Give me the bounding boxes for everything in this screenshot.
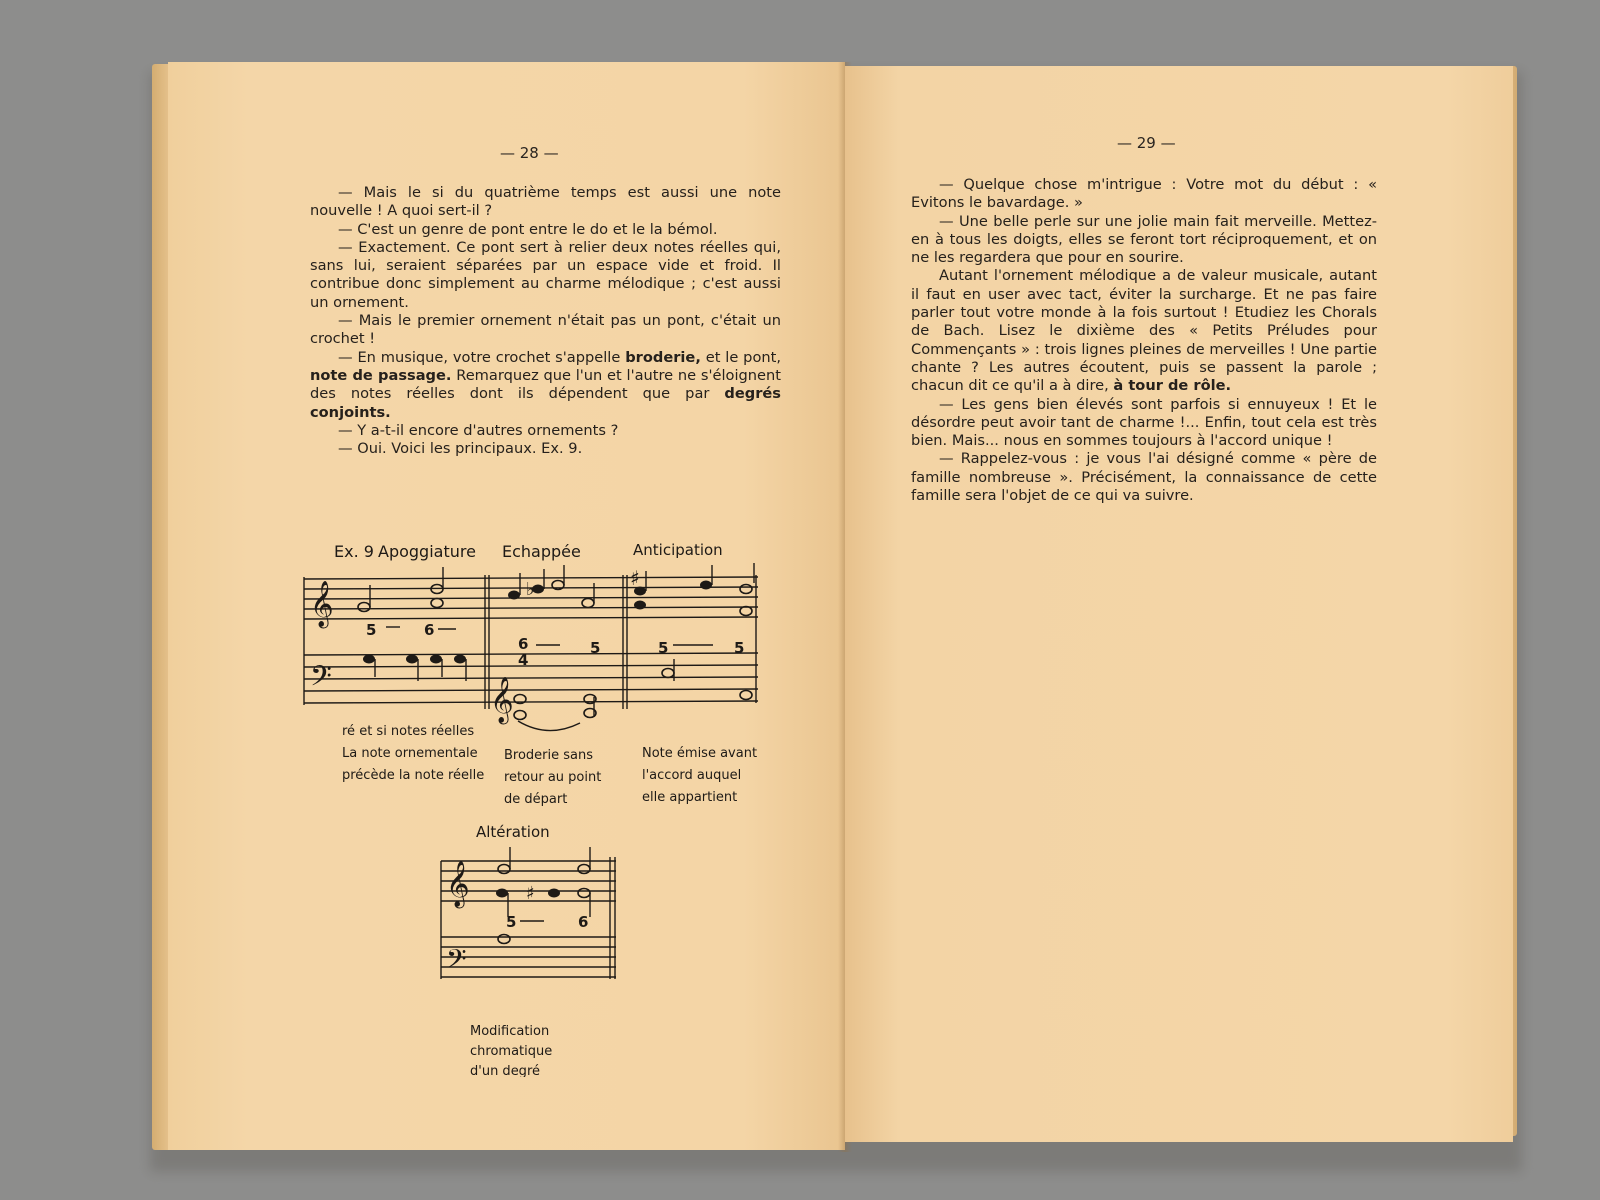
flat-icon: ♭ xyxy=(526,579,535,600)
bass-clef-icon: 𝄢 xyxy=(446,943,467,981)
figure: 6 xyxy=(578,913,589,931)
figure: 6 xyxy=(518,635,529,653)
text-run: Autant l'ornement mélodique a de valeur musicale, autant il faut en user avec tact, éviter la surcharge. Et ne pas faire parler tout votre monde à la fois surtout ! Etudiez les Chorals de Bach. Lisez le dixième des « Petits Préludes pour Commençants » : trois lignes pleines de merveilles ! Une partie chante ? Les autres écoutent, puis se passent la parole ; chacun dit ce qu'il a à dire, xyxy=(911,267,1377,395)
paragraph: — Rappelez-vous : je vous l'ai désigné comme « père de famille nombreuse ». Précisément, la connaissance de cette famille sera l'objet de ce qui va suivre. xyxy=(911,450,1377,505)
caption: retour au point xyxy=(504,770,602,785)
page-number-29: — 29 — xyxy=(1117,134,1176,152)
caption: l'accord auquel xyxy=(642,768,742,783)
figure: 5 xyxy=(366,621,377,639)
caption: chromatique xyxy=(470,1044,553,1059)
caption: précède la note réelle xyxy=(342,768,485,783)
caption: ré et si notes réelles xyxy=(342,724,475,739)
paragraph: — Oui. Voici les principaux. Ex. 9. xyxy=(338,440,583,458)
example-label: Ex. 9 xyxy=(334,542,374,561)
sharp-icon: ♯ xyxy=(630,566,640,590)
label-anticipation: Anticipation xyxy=(633,541,723,559)
caption: de départ xyxy=(504,792,568,807)
paragraph xyxy=(310,349,781,422)
label-alteration: Altération xyxy=(476,823,550,841)
paragraph: — Les gens bien élevés sont parfois si ennuyeux ! Et le désordre peut avoir tant de charme !... Enfin, tout cela est très bien. Mais... nous en sommes toujours à l'accord unique ! xyxy=(911,395,1377,450)
bold-term: broderie, xyxy=(625,348,701,366)
figure: 6 xyxy=(424,621,435,639)
caption: Broderie sans xyxy=(504,748,594,763)
left-page-text xyxy=(310,184,781,458)
text-run: — En musique, votre crochet s'appelle xyxy=(338,348,626,366)
paragraph: — Y a-t-il encore d'autres ornements ? xyxy=(338,421,619,439)
treble-clef-icon: 𝄞 xyxy=(446,861,470,907)
music-example-alteration xyxy=(436,817,636,1077)
paragraph: — Mais le si du quatrième temps est aussi une note nouvelle ! A quoi sert-il ? xyxy=(310,184,781,220)
paragraph: — Mais le premier ornement n'était pas un pont, c'était un crochet ! xyxy=(310,312,781,348)
treble-clef-icon: 𝄞 xyxy=(310,581,334,627)
paragraph: — Quelque chose m'intrigue : Votre mot du début : « Evitons le bavardage. » xyxy=(911,176,1377,212)
music-example-9 xyxy=(298,477,818,817)
bold-term: à tour de rôle. xyxy=(1113,377,1232,395)
paragraph: — Exactement. Ce pont sert à relier deux notes réelles qui, sans lui, seraient séparées par un espace vide et froid. Il contribue donc simplement au charme mélodique ; c'est aussi un ornement. xyxy=(310,238,781,311)
page-number-28: — 28 — xyxy=(500,144,559,162)
paragraph xyxy=(911,267,1377,395)
caption: elle appartient xyxy=(642,790,738,805)
figure: 4 xyxy=(518,651,529,669)
text-run: et le pont, xyxy=(700,348,781,366)
treble-clef-icon: 𝄞 xyxy=(490,677,514,723)
label-echappee: Echappée xyxy=(502,542,581,561)
text-run: Remarquez que l'un et l'autre ne s'éloignent des notes réelles dont ils dépendent que par xyxy=(310,366,781,403)
caption: Note émise avant xyxy=(642,746,758,761)
figure: 5 xyxy=(658,639,669,657)
figure: 5 xyxy=(590,639,601,657)
right-page xyxy=(845,66,1513,1142)
left-page xyxy=(168,62,845,1150)
paragraph: — Une belle perle sur une jolie main fait merveille. Mettez-en à tous les doigts, elles se feront tort réciproquement, et on ne les regardera que pour en sourire. xyxy=(911,212,1377,267)
bold-term: note de passage. xyxy=(310,366,452,384)
caption: d'un degré xyxy=(470,1064,540,1077)
bass-clef-icon: 𝄢 xyxy=(310,660,332,700)
bold-term: degrés conjoints. xyxy=(310,385,781,421)
figure: 5 xyxy=(734,639,745,657)
sharp-icon: ♯ xyxy=(526,883,535,904)
caption: Modification xyxy=(470,1024,550,1039)
paragraph: — C'est un genre de pont entre le do et le la bémol. xyxy=(338,220,718,238)
caption: La note ornementale xyxy=(342,746,478,761)
right-page-text xyxy=(911,176,1377,505)
label-appoggiature: Apoggiature xyxy=(378,542,476,561)
figure: 5 xyxy=(506,913,517,931)
